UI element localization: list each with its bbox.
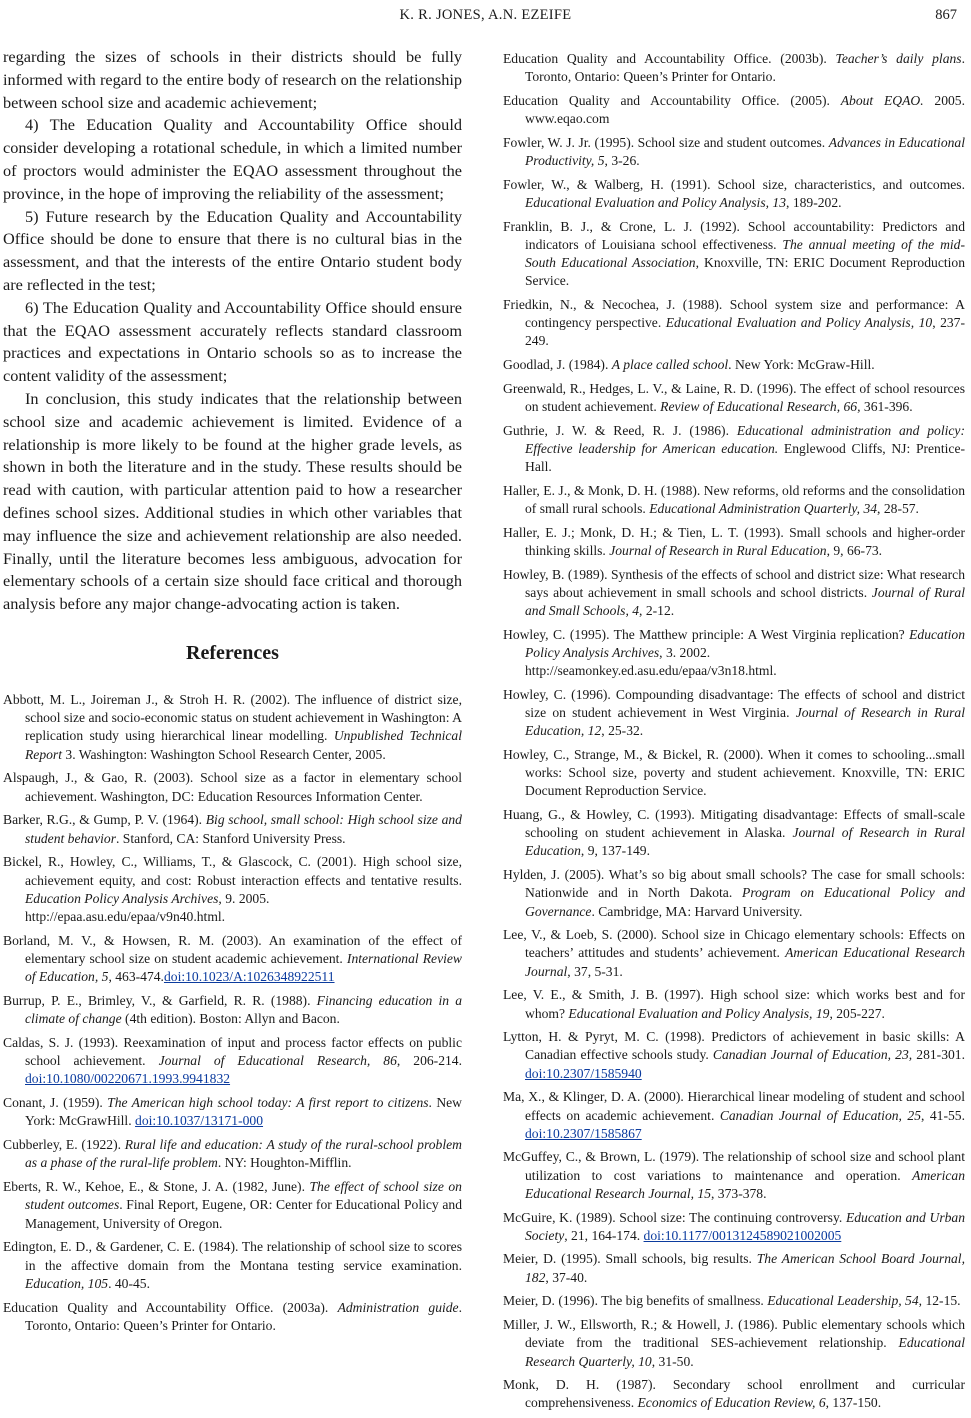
reference-entry: [503, 134, 965, 170]
reference-entry: [503, 296, 965, 351]
reference-text: Huang, G., & Howley, C. (1993). Mitigating disadvantage: Effects of small-scale schooling on student achievement in Alaska.: [503, 807, 965, 841]
reference-text: Guthrie, J. W. & Reed, R. J. (1986).: [503, 422, 737, 438]
reference-entry: [503, 1316, 965, 1371]
reference-text: Ma, X., & Klinger, D. A. (2000). Hierarchical linear modeling of student and school effects on academic achievement.: [503, 1089, 965, 1123]
reference-details: , 206-214.: [396, 1053, 462, 1069]
reference-source-title: Journal of Rural and Small Schools, 4: [525, 584, 965, 618]
reference-details: , 41-55.: [921, 1107, 965, 1123]
reference-source-title: American Educational Research Journal: [525, 945, 965, 979]
reference-details: 3. Washington: Washington School Research Center, 2005.: [62, 746, 386, 762]
reference-source-title: The annual meeting of the mid-South Educational Association: [525, 236, 965, 271]
reference-details: , 31-50.: [651, 1353, 694, 1369]
reference-entry: [503, 686, 965, 741]
reference-entry: [503, 356, 965, 374]
reference-details: , 37-40.: [545, 1269, 588, 1285]
reference-entry: [3, 691, 462, 764]
reference-details: . Stanford, CA: Stanford University Press.: [116, 830, 346, 846]
reference-source-title: A place called school: [611, 357, 729, 373]
reference-text: Cubberley, E. (1922).: [3, 1137, 125, 1153]
reference-text: Education Quality and Accountability Office. (2003a).: [3, 1299, 338, 1315]
doi-link[interactable]: doi:10.2307/1585867: [525, 1125, 642, 1141]
reference-list-left: [3, 691, 462, 1335]
reference-text: Howley, C. (1995). The Matthew principle: A West Virginia replication?: [503, 626, 910, 642]
reference-text: Friedkin, N., & Necochea, J. (1988). School system size and performance: A contingency perspective.: [503, 296, 965, 331]
reference-entry: [3, 1034, 462, 1089]
reference-entry: [503, 524, 965, 560]
reference-source-title: Unpublished Technical Report: [25, 728, 463, 762]
reference-details: , 373-378.: [711, 1185, 767, 1201]
reference-details: . NY: Houghton-Mifflin.: [217, 1155, 352, 1171]
reference-details: , 37, 5-31.: [567, 963, 623, 979]
reference-details: . Final Report, Eugene, OR: Center for Educational Policy and Management, University of Oregon.: [25, 1197, 462, 1231]
reference-text: Abbott, M. L., Joireman J., & Stroh H. R. (2002). The influence of district size, school size and socio-economic status on student achievement in Washington: A replication study using hierarchical linear modelling.: [3, 691, 462, 744]
reference-source-title: Educational Administration Quarterly, 34: [649, 500, 878, 516]
reference-source-title: Canadian Journal of Education, 23,: [712, 1047, 913, 1063]
reference-details: , 137-150.: [825, 1395, 882, 1411]
right-column: [503, 50, 965, 1418]
reference-entry: [503, 1028, 965, 1083]
reference-text: McGuire, K. (1989). School size: The continuing controversy.: [503, 1209, 846, 1225]
reference-source-title: Education and Urban Society: [525, 1209, 966, 1243]
reference-entry: [503, 1148, 965, 1203]
body-paragraph: In conclusion, this study indicates that the relationship between school size and academic achievement is limited. Evidence of a relationship is more likely to be found at the higher grade levels, as shown in both the literature and in the study. These results should be read with caution, with particular attention paid to how a researcher defines school sizes. Additional studies in which other variables that may influence the size and achievement relationship are also needed. Finally, until the literature becomes less ambiguous, advocation for elementary schools of a certain size should face critical and thorough analysis before any major change-advocating action is taken.: [3, 388, 462, 614]
reference-text: Meier, D. (1995). Small schools, big results.: [503, 1251, 757, 1267]
reference-text: Meier, D. (1996). The big benefits of smallness.: [503, 1293, 768, 1309]
reference-text: Borland, M. V., & Howsen, R. M. (2003). An examination of the effect of elementary school size on student academic achievement.: [3, 932, 462, 966]
reference-source-title: Journal of Research in Rural Education, 12: [525, 705, 965, 739]
reference-text: Haller, E. J.; Monk, D. H.; & Tien, L. T. (1993). Small schools and higher-order thinking skills.: [503, 524, 965, 558]
reference-entry: [3, 932, 462, 987]
reference-source-title: Review of Educational Research, 66,: [660, 398, 861, 414]
reference-details: , 3-26.: [604, 153, 640, 169]
reference-details: , Knoxville, TN: ERIC Document Reproduction Service.: [525, 255, 965, 289]
reference-text: Monk, D. H. (1987). Secondary school enrollment and curricular comprehensiveness.: [503, 1377, 965, 1411]
body-paragraph: regarding the sizes of schools in their districts should be fully informed with regard to the entire body of research on the relationship between school size and academic achievement;: [3, 47, 462, 112]
reference-details: , 9. 2005.: [218, 890, 270, 906]
reference-details: . Toronto, Ontario: Queen’s Printer for Ontario.: [25, 1299, 463, 1333]
body-text: [3, 46, 462, 616]
reference-details: . 40-45.: [108, 1275, 150, 1291]
body-paragraph: 4) The Education Quality and Accountability Office should consider developing a rotational schedule, in which a limited number of proctors would administer the EQAO assessment throughout the province, in the hope of improving the reliability of the assessment;: [3, 115, 462, 203]
reference-entry: [503, 626, 965, 681]
reference-source-title: Educational Leadership, 54: [767, 1293, 919, 1309]
reference-text: Franklin, B. J., & Crone, L. J. (1992). School accountability: Predictors and indicators of Louisiana school effectiveness.: [503, 218, 965, 252]
reference-source-title: Advances in Educational Productivity, 5: [525, 134, 966, 169]
reference-details: , 3. 2002.: [659, 644, 711, 660]
doi-link[interactable]: doi:10.1037/13171-000: [135, 1113, 264, 1129]
reference-text: Lee, V. E., & Smith, J. B. (1997). High school size: which works best and for whom?: [503, 987, 965, 1021]
reference-entry: [503, 986, 965, 1022]
reference-source-title: Educational administration and policy: Effective leadership for American education.: [525, 422, 965, 456]
reference-details: 361-396.: [860, 398, 913, 414]
reference-entry: [503, 746, 965, 801]
reference-text: Barker, R.G., & Gump, P. V. (1964).: [3, 812, 206, 828]
reference-details: , 12-15.: [918, 1293, 961, 1309]
body-paragraph: 5) Future research by the Education Quality and Accountability Office should be done to ensure that there is no cultural bias in the assessment, and that the interests of the entire Ontario student body are reflected in the test;: [3, 206, 462, 294]
reference-source-title: American Educational Research Journal, 15: [525, 1167, 965, 1201]
reference-text: Fowler, W., & Walberg, H. (1991). School size, characteristics, and outcomes.: [503, 176, 965, 192]
reference-details: . Toronto, Ontario: Queen’s Printer for Ontario.: [525, 51, 965, 85]
reference-entry: [503, 1088, 965, 1143]
reference-entry: [3, 811, 462, 847]
reference-entry: [503, 176, 965, 212]
reference-details: Englewood Cliffs, NJ: Prentice-Hall.: [525, 440, 966, 475]
reference-details: . New York: McGrawHill.: [25, 1095, 462, 1129]
reference-details: . Cambridge, MA: Harvard University.: [591, 903, 803, 919]
running-header: K. R. JONES, A.N. EZEIFE: [399, 7, 572, 23]
reference-details: , 189-202.: [786, 194, 842, 210]
reference-entry: [3, 769, 462, 805]
reference-entry: [503, 866, 965, 921]
reference-details: , 9, 137-149.: [580, 843, 650, 859]
reference-entry: [3, 1136, 462, 1172]
reference-text: Caldas, S. J. (1993). Reexamination of input and process factor effects on public school achievement.: [3, 1034, 462, 1069]
left-column: [3, 46, 462, 1341]
reference-source-title: Economics of Education Review, 6: [637, 1395, 826, 1411]
reference-details: 2005. www.eqao.com: [525, 92, 965, 127]
reference-source-title: About EQAO.: [840, 92, 924, 108]
reference-source-title: Educational Evaluation and Policy Analysis, 13: [525, 194, 787, 210]
reference-source-title: Educational Research Quarterly, 10: [525, 1335, 965, 1369]
reference-text: Alspaugh, J., & Gao, R. (2003). School size as a factor in elementary school achievement. Washington, DC: Education Resources Information Center.: [3, 770, 462, 804]
reference-source-title: The effect of school size on student outcomes: [25, 1179, 462, 1213]
reference-entry: [3, 1238, 462, 1293]
reference-details: . New York: McGraw-Hill.: [728, 357, 875, 373]
reference-source-title: Journal of Research in Rural Education: [609, 542, 827, 558]
reference-details: 281-301.: [912, 1047, 965, 1063]
reference-text: Howley, C., Strange, M., & Bickel, R. (2000). When it comes to schooling...small works: School size, poverty and student achievement. Knoxville, TN: ERIC Document Reproduction Service.: [503, 746, 965, 799]
reference-source-title: Journal of Educational Research, 86: [158, 1053, 397, 1069]
reference-details: , 2-12.: [639, 602, 675, 618]
reference-entry: [503, 92, 965, 128]
reference-entry: [3, 1299, 462, 1335]
reference-source-title: Journal of Research in Rural Education: [525, 825, 965, 859]
reference-entry: [503, 566, 965, 621]
reference-details: , 21, 164-174.: [564, 1227, 644, 1243]
reference-details: , 25-32.: [601, 723, 644, 739]
reference-text: Conant, J. (1959).: [3, 1095, 108, 1111]
reference-text: Education Quality and Accountability Office. (2005).: [503, 92, 841, 108]
doi-link[interactable]: doi:10.1080/00220671.1993.9941832: [25, 1071, 231, 1087]
reference-text: Education Quality and Accountability Office. (2003b).: [503, 51, 836, 66]
reference-details: , 237-249.: [525, 315, 965, 349]
reference-text: Fowler, W. J. Jr. (1995). School size and student outcomes.: [503, 134, 829, 150]
reference-source-title: Canadian Journal of Education, 25: [719, 1107, 922, 1123]
reference-entry: [503, 482, 965, 518]
reference-text: Goodlad, J. (1984).: [503, 357, 612, 373]
reference-text: Lytton, H. & Pyryt, M. C. (1998). Predictors of achievement in basic skills: A Canadian effective schools study.: [503, 1029, 965, 1063]
reference-source-title: Education, 105: [25, 1275, 109, 1291]
reference-text: Greenwald, R., Hedges, L. V., & Laine, R. D. (1996). The effect of school resources on student achievement.: [503, 380, 965, 414]
reference-entry: [503, 218, 965, 291]
reference-text: Miller, J. W., Ellsworth, R.; & Howell, J. (1986). Public elementary schools which deviate from the traditional SES-achievement relationship.: [503, 1317, 965, 1351]
reference-details: , 205-227.: [829, 1005, 885, 1021]
reference-source-title: Teacher’s daily plans: [835, 51, 962, 66]
reference-list-right: [503, 50, 965, 1413]
reference-source-title: Education Policy Analysis Archives: [25, 890, 219, 906]
reference-text: Haller, E. J., & Monk, D. H. (1988). New reforms, old reforms and the consolidation of small rural schools.: [503, 482, 965, 516]
body-paragraph: 6) The Education Quality and Accountability Office should ensure that the EQAO assessment accurately reflects standard classroom practices and expectations in Ontario schools so as to increase the content validity of the assessment;: [3, 297, 462, 386]
reference-entry: [503, 422, 965, 477]
reference-text: Bickel, R., Howley, C., Williams, T., & Glascock, C. (2001). High school size, achievement equity, and cost: Robust interaction effects and tentative results.: [3, 854, 462, 888]
reference-source-title: International Review of Education, 5: [25, 950, 463, 985]
doi-link[interactable]: doi:10.2307/1585940: [525, 1065, 642, 1081]
reference-text: Burrup, P. E., Brimley, V., & Garfield, R. R. (1988).: [3, 992, 317, 1008]
reference-entry: [3, 1094, 462, 1130]
page-number: 867: [935, 7, 957, 23]
reference-entry: [503, 1209, 965, 1245]
reference-source-title: The American School Board Journal, 182: [525, 1251, 965, 1285]
reference-entry: [503, 1292, 965, 1310]
doi-link[interactable]: doi:10.1023/A:1026348922511: [163, 969, 335, 985]
reference-source-title: Education Policy Analysis Archives: [525, 626, 965, 660]
reference-url[interactable]: http://seamonkey.ed.asu.edu/epaa/v3n18.html.: [525, 663, 777, 679]
reference-entry: [503, 380, 965, 416]
reference-text: Howley, B. (1989). Synthesis of the effects of school and district size: What research says about achievement in small schools and school districts.: [503, 566, 965, 600]
references-heading: References: [186, 641, 279, 664]
reference-text: McGuffey, C., & Brown, L. (1979). The relationship of school size and school plant utilization to cost variations to maintenance and operation.: [503, 1149, 965, 1183]
reference-details: , 463-474.: [108, 969, 164, 985]
reference-url[interactable]: http://epaa.asu.edu/epaa/v9n40.html.: [25, 908, 226, 924]
reference-source-title: Administration guide: [337, 1299, 459, 1315]
reference-details: , 9, 66-73.: [826, 542, 883, 558]
reference-text: Eberts, R. W., Kehoe, E., & Stone, J. A. (1982, June).: [3, 1179, 310, 1195]
reference-entry: [503, 1250, 965, 1286]
reference-entry: [503, 926, 965, 981]
reference-text: Edington, E. D., & Gardener, C. E. (1984). The relationship of school size to scores in the affective domain from the Montana testing service examination.: [3, 1239, 462, 1273]
reference-entry: [3, 1178, 462, 1233]
reference-source-title: Financing education in a climate of change: [25, 992, 462, 1027]
reference-entry: [3, 992, 462, 1028]
reference-source-title: Rural life and education: A study of the rural-school problem as a phase of the rural-life problem: [25, 1137, 462, 1171]
reference-text: Howley, C. (1996). Compounding disadvantage: The effects of school and district size on student achievement in West Virginia.: [503, 686, 965, 720]
reference-entry: [503, 806, 965, 861]
reference-entry: [503, 50, 965, 86]
reference-source-title: Educational Evaluation and Policy Analysis, 10: [665, 315, 933, 331]
reference-source-title: Program on Educational Policy and Governance: [525, 885, 965, 919]
reference-source-title: Big school, small school: High school size and student behavior: [25, 812, 462, 846]
doi-link[interactable]: doi:10.1177/0013124589021002005: [643, 1227, 842, 1243]
reference-source-title: The American high school today: A first report to citizens: [107, 1095, 429, 1111]
reference-entry: [3, 853, 462, 926]
reference-entry: [503, 1376, 965, 1412]
reference-text: Lee, V., & Loeb, S. (2000). School size in Chicago elementary schools: Effects on teachers’ attitudes and students’ achievement.: [503, 927, 965, 961]
reference-details: , 28-57.: [877, 500, 919, 516]
reference-source-title: Educational Evaluation and Policy Analysis, 19: [568, 1005, 830, 1021]
reference-details: (4th edition). Boston: Allyn and Bacon.: [121, 1011, 340, 1027]
reference-text: Hylden, J. (2005). What’s so big about small schools? The case for small schools: Nationwide and in North Dakota.: [503, 867, 965, 901]
